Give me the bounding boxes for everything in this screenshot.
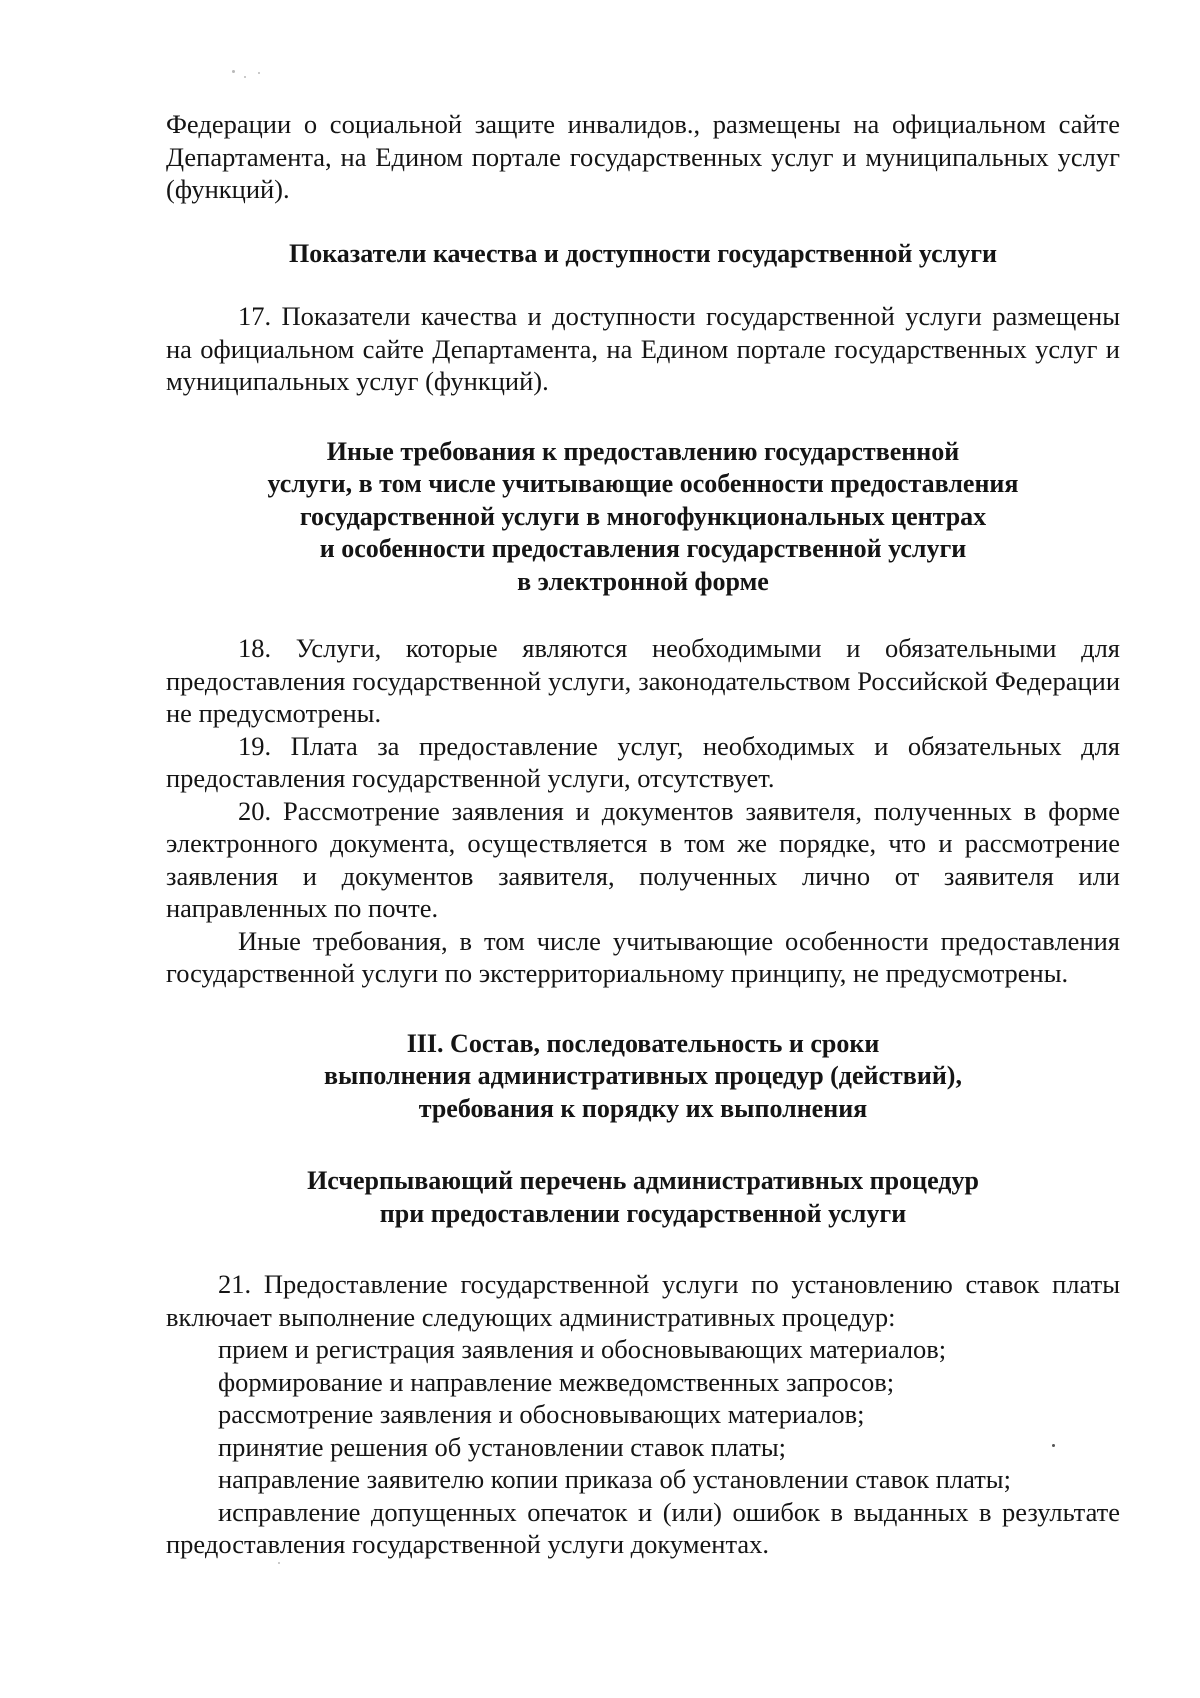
scan-speck [244,76,246,78]
paragraph-20: 20. Рассмотрение заявления и документов заявителя, полученных в форме электронного документа, осуществляется в том же порядке, что и рассмотрение заявления и документов заявителя, полученных лично от заявителя или направленных по почте. [166,795,1120,923]
heading-quality-indicators [166,238,1120,271]
heading-line: и особенности предоставления государственной услуги [319,534,967,563]
paragraph-19: 19. Плата за предоставление услуг, необходимых и обязательных для предоставления государственной услуги, отсутствует. [166,730,1120,793]
heading-line: при предоставлении государственной услуги [379,1198,907,1228]
heading-section-3 [166,1028,1120,1126]
document-body [166,108,1120,1561]
heading-line: требования к порядку их выполнения [418,1093,868,1123]
list-item: исправление допущенных опечаток и (или) ошибок в выданных в результате предоставления государственной услуги документах. [166,1496,1120,1559]
heading-line: Исчерпывающий перечень административных процедур [307,1166,979,1195]
scan-speck [278,1562,280,1564]
heading-line: услуги, в том числе учитывающие особенности предоставления [267,469,1019,498]
scan-speck [258,72,260,74]
heading-other-requirements [166,436,1120,599]
heading-line: Иные требования к предоставлению государственной [326,436,960,466]
paragraph-extraterritorial: Иные требования, в том числе учитывающие особенности предоставления государственной услуги по экстерриториальному принципу, не предусмотрены. [166,925,1120,988]
paragraph-18: 18. Услуги, которые являются необходимыми и обязательными для предоставления государственной услуги, законодательством Российской Федерации не предусмотрены. [166,633,1120,728]
paragraph-21: 21. Предоставление государственной услуги по установлению ставок платы включает выполнение следующих административных процедур: [166,1269,1120,1332]
list-item: формирование и направление межведомственных запросов; [218,1366,895,1397]
list-item: принятие решения об установлении ставок платы; [218,1431,787,1462]
heading-line: государственной услуги в многофункциональных центрах [299,501,987,531]
heading-line: в электронной форме [517,566,769,596]
list-item: направление заявителю копии приказа об установлении ставок платы; [218,1464,1011,1494]
list-item: рассмотрение заявления и обосновывающих материалов; [218,1399,865,1429]
paragraph-17: 17. Показатели качества и доступности государственной услуги размещены на официальном сайте Департамента, на Едином портале государственных услуг и муниципальных услуг (функций). [166,301,1120,396]
heading-procedures-list [166,1165,1120,1230]
list-item: прием и регистрация заявления и обосновывающих материалов; [218,1334,947,1364]
heading-line: Показатели качества и доступности государственной услуги [288,238,998,268]
paragraph-intro: Федерации о социальной защите инвалидов., размещены на официальном сайте Департамента, на Едином портале государственных услуг и муниципальных услуг (функций). [166,109,1120,204]
heading-line: III. Состав, последовательность и сроки [406,1028,880,1058]
heading-line: выполнения административных процедур (действий), [324,1061,962,1090]
scan-speck [232,70,235,73]
